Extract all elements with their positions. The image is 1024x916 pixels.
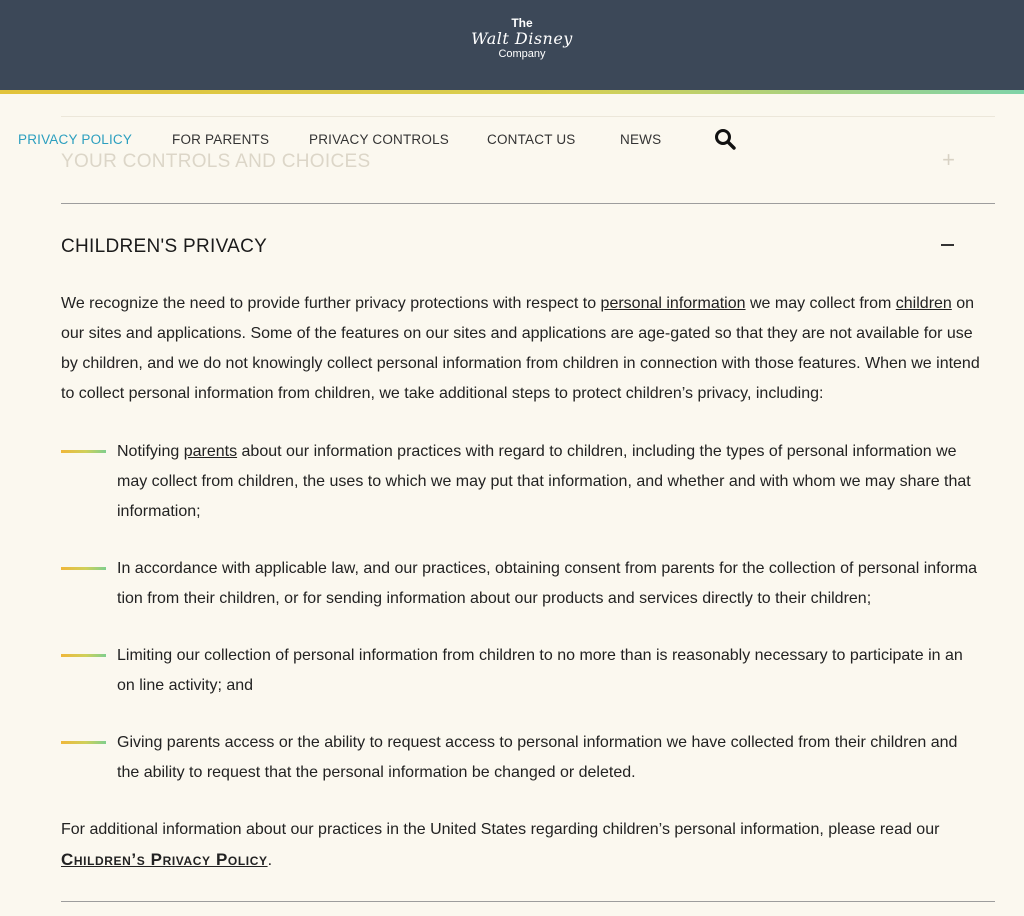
footer-paragraph: For additional information about our practices in the United States regarding children’s personal information, please read our Children’s Privacy Policy.	[61, 821, 940, 869]
section-title: CHILDREN'S PRIVACY	[61, 236, 268, 257]
nav-news[interactable]: NEWS	[620, 132, 662, 147]
nav-contact-us[interactable]: CONTACT US	[487, 132, 576, 147]
logo-company: Company	[498, 48, 546, 60]
bullet-marker	[61, 450, 106, 453]
collapse-icon[interactable]	[941, 244, 954, 246]
bullet-text: Giving parents access or the ability to request access to personal information we have collected from their children and the ability to request that the personal information be changed or deleted.	[117, 734, 958, 781]
main-nav	[0, 126, 1024, 156]
bullet-marker	[61, 567, 106, 570]
nav-privacy-policy[interactable]: PRIVACY POLICY	[18, 132, 133, 147]
bullet-text: In accordance with applicable law, and our practices, obtaining consent from parents for the collection of personal informa tion from their children, or for sending information about our products and services directly to their children;	[117, 560, 978, 607]
bullet-text: Limiting our collection of personal information from children to no more than is reasonably necessary to participate in an on line activity; and	[117, 647, 963, 694]
childrens-privacy-policy-link[interactable]: Children’s Privacy Policy	[61, 850, 268, 869]
section-divider	[61, 203, 995, 204]
expand-icon[interactable]: +	[942, 147, 955, 172]
bullet-text: Notifying parents about our information practices with regard to children, including the types of personal information we may collect from children, the uses to which we may put that information, and whether and with whom we may share that information;	[117, 443, 971, 520]
bullet-marker	[61, 741, 106, 744]
intro-text: on our sites and applications. Some of the features on our sites and applications are age-gated so that they are not available for use by children, and we do not knowingly collect personal information from children in connection with those features. When we intend to collect personal information from children, we take additional steps to protect children’s privacy, including:	[61, 295, 980, 402]
section-title: YOUR CONTROLS AND CHOICES	[61, 151, 371, 172]
nav-privacy-controls[interactable]: PRIVACY CONTROLS	[309, 132, 449, 147]
intro-text: we may collect from	[745, 295, 896, 312]
children-link[interactable]: children	[895, 295, 952, 312]
bullet-marker	[61, 654, 106, 657]
nav-for-parents[interactable]: FOR PARENTS	[172, 132, 270, 147]
personal-information-link[interactable]: personal information	[600, 295, 746, 312]
intro-paragraph	[61, 289, 986, 409]
footer-text: For additional information about our practices in the United States regarding children’s personal information, please read our	[61, 821, 940, 838]
logo-brand: Walt Disney	[471, 29, 573, 48]
intro-text: We recognize the need to provide further privacy protections with respect to	[61, 295, 601, 312]
logo-the: The	[511, 16, 533, 30]
parents-link[interactable]: parents	[183, 443, 238, 460]
site-header	[0, 0, 1024, 90]
section-childrens-privacy-header[interactable]	[61, 234, 995, 264]
header-accent-stripe	[0, 90, 1024, 94]
search-icon[interactable]	[714, 128, 736, 150]
section-divider	[61, 901, 995, 902]
disney-logo[interactable]	[462, 16, 582, 70]
top-divider	[61, 116, 995, 117]
